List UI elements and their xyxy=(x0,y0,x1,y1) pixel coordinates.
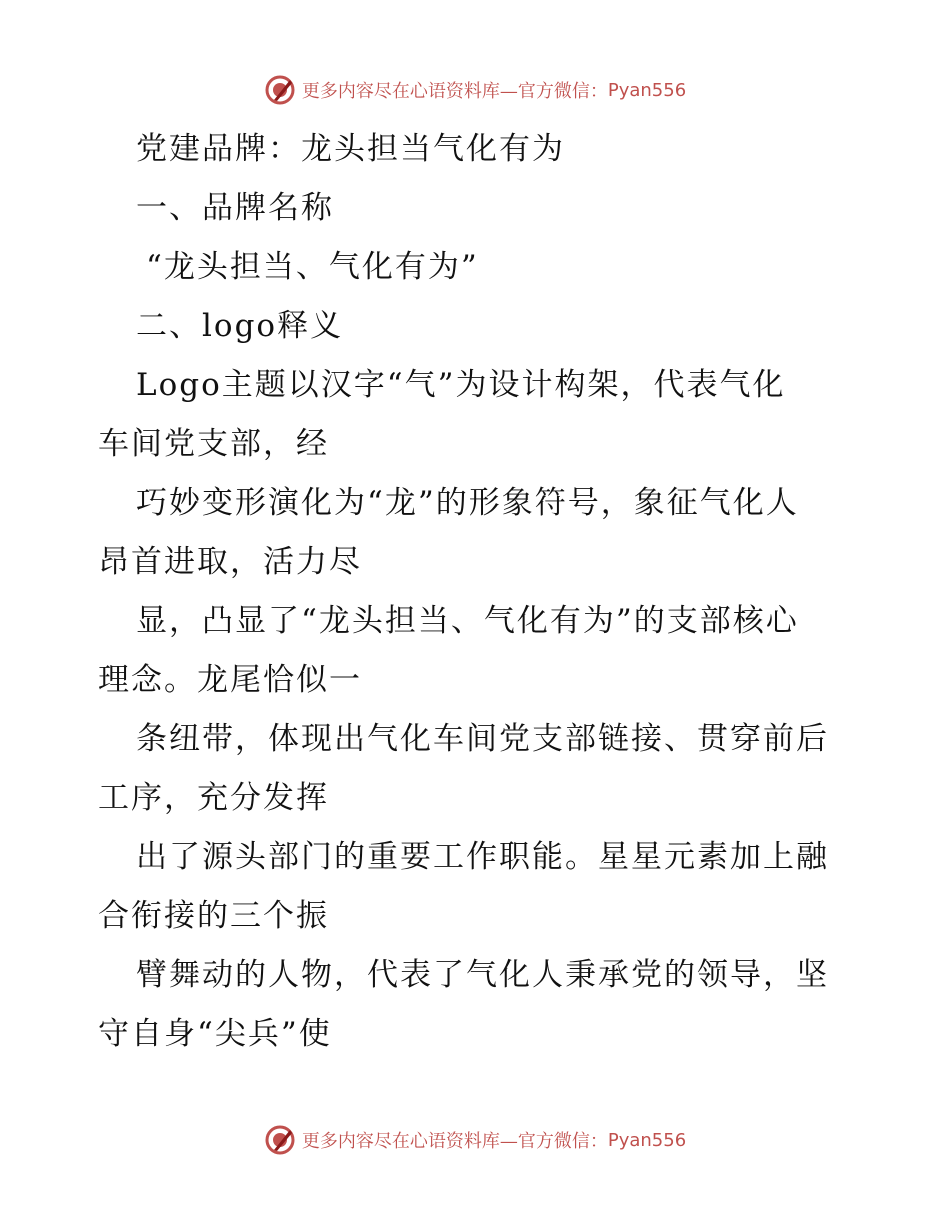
paragraph-line: 显，凸显了“龙头担当、气化有为”的支部核心 xyxy=(136,603,799,639)
watermark-wechat-id: Pyan556 xyxy=(607,79,687,101)
paragraph-line: 合衔接的三个振 xyxy=(98,898,329,934)
paragraph-line: 巧妙变形演化为“龙”的形象符号，象征气化人 xyxy=(136,485,799,521)
paragraph-line: 条纽带，体现出气化车间党支部链接、贯穿前后 xyxy=(136,721,829,757)
paragraph-line: 昂首进取，活力尽 xyxy=(98,544,362,580)
paragraph-line: 出了源头部门的重要工作职能。星星元素加上融 xyxy=(136,839,829,875)
quill-emblem-icon xyxy=(264,74,296,106)
quill-emblem-icon xyxy=(264,1124,296,1156)
paragraph-line: 车间党支部，经 xyxy=(98,426,329,462)
brand-name: “龙头担当、气化有为” xyxy=(146,249,479,285)
watermark-header xyxy=(0,70,950,110)
paragraph-line: 臂舞动的人物，代表了气化人秉承党的领导，坚 xyxy=(136,957,829,993)
watermark-wechat-id: Pyan556 xyxy=(607,1129,687,1151)
paragraph-line: 理念。龙尾恰似一 xyxy=(98,662,362,698)
watermark-footer xyxy=(0,1120,950,1160)
watermark-text: 更多内容尽在心语资料库—官方微信： xyxy=(301,81,608,102)
paragraph-line: Logo主题以汉字“气”为设计构架，代表气化 xyxy=(136,367,786,403)
document-body xyxy=(98,124,858,1068)
watermark-text: 更多内容尽在心语资料库—官方微信： xyxy=(301,1131,608,1152)
paragraph-line: 工序，充分发挥 xyxy=(98,780,329,816)
section-heading: 二、logo释义 xyxy=(136,308,344,344)
paragraph-line: 守自身“尖兵”使 xyxy=(98,1016,332,1052)
doc-title: 党建品牌：龙头担当气化有为 xyxy=(136,131,565,167)
section-heading: 一、品牌名称 xyxy=(136,190,334,226)
